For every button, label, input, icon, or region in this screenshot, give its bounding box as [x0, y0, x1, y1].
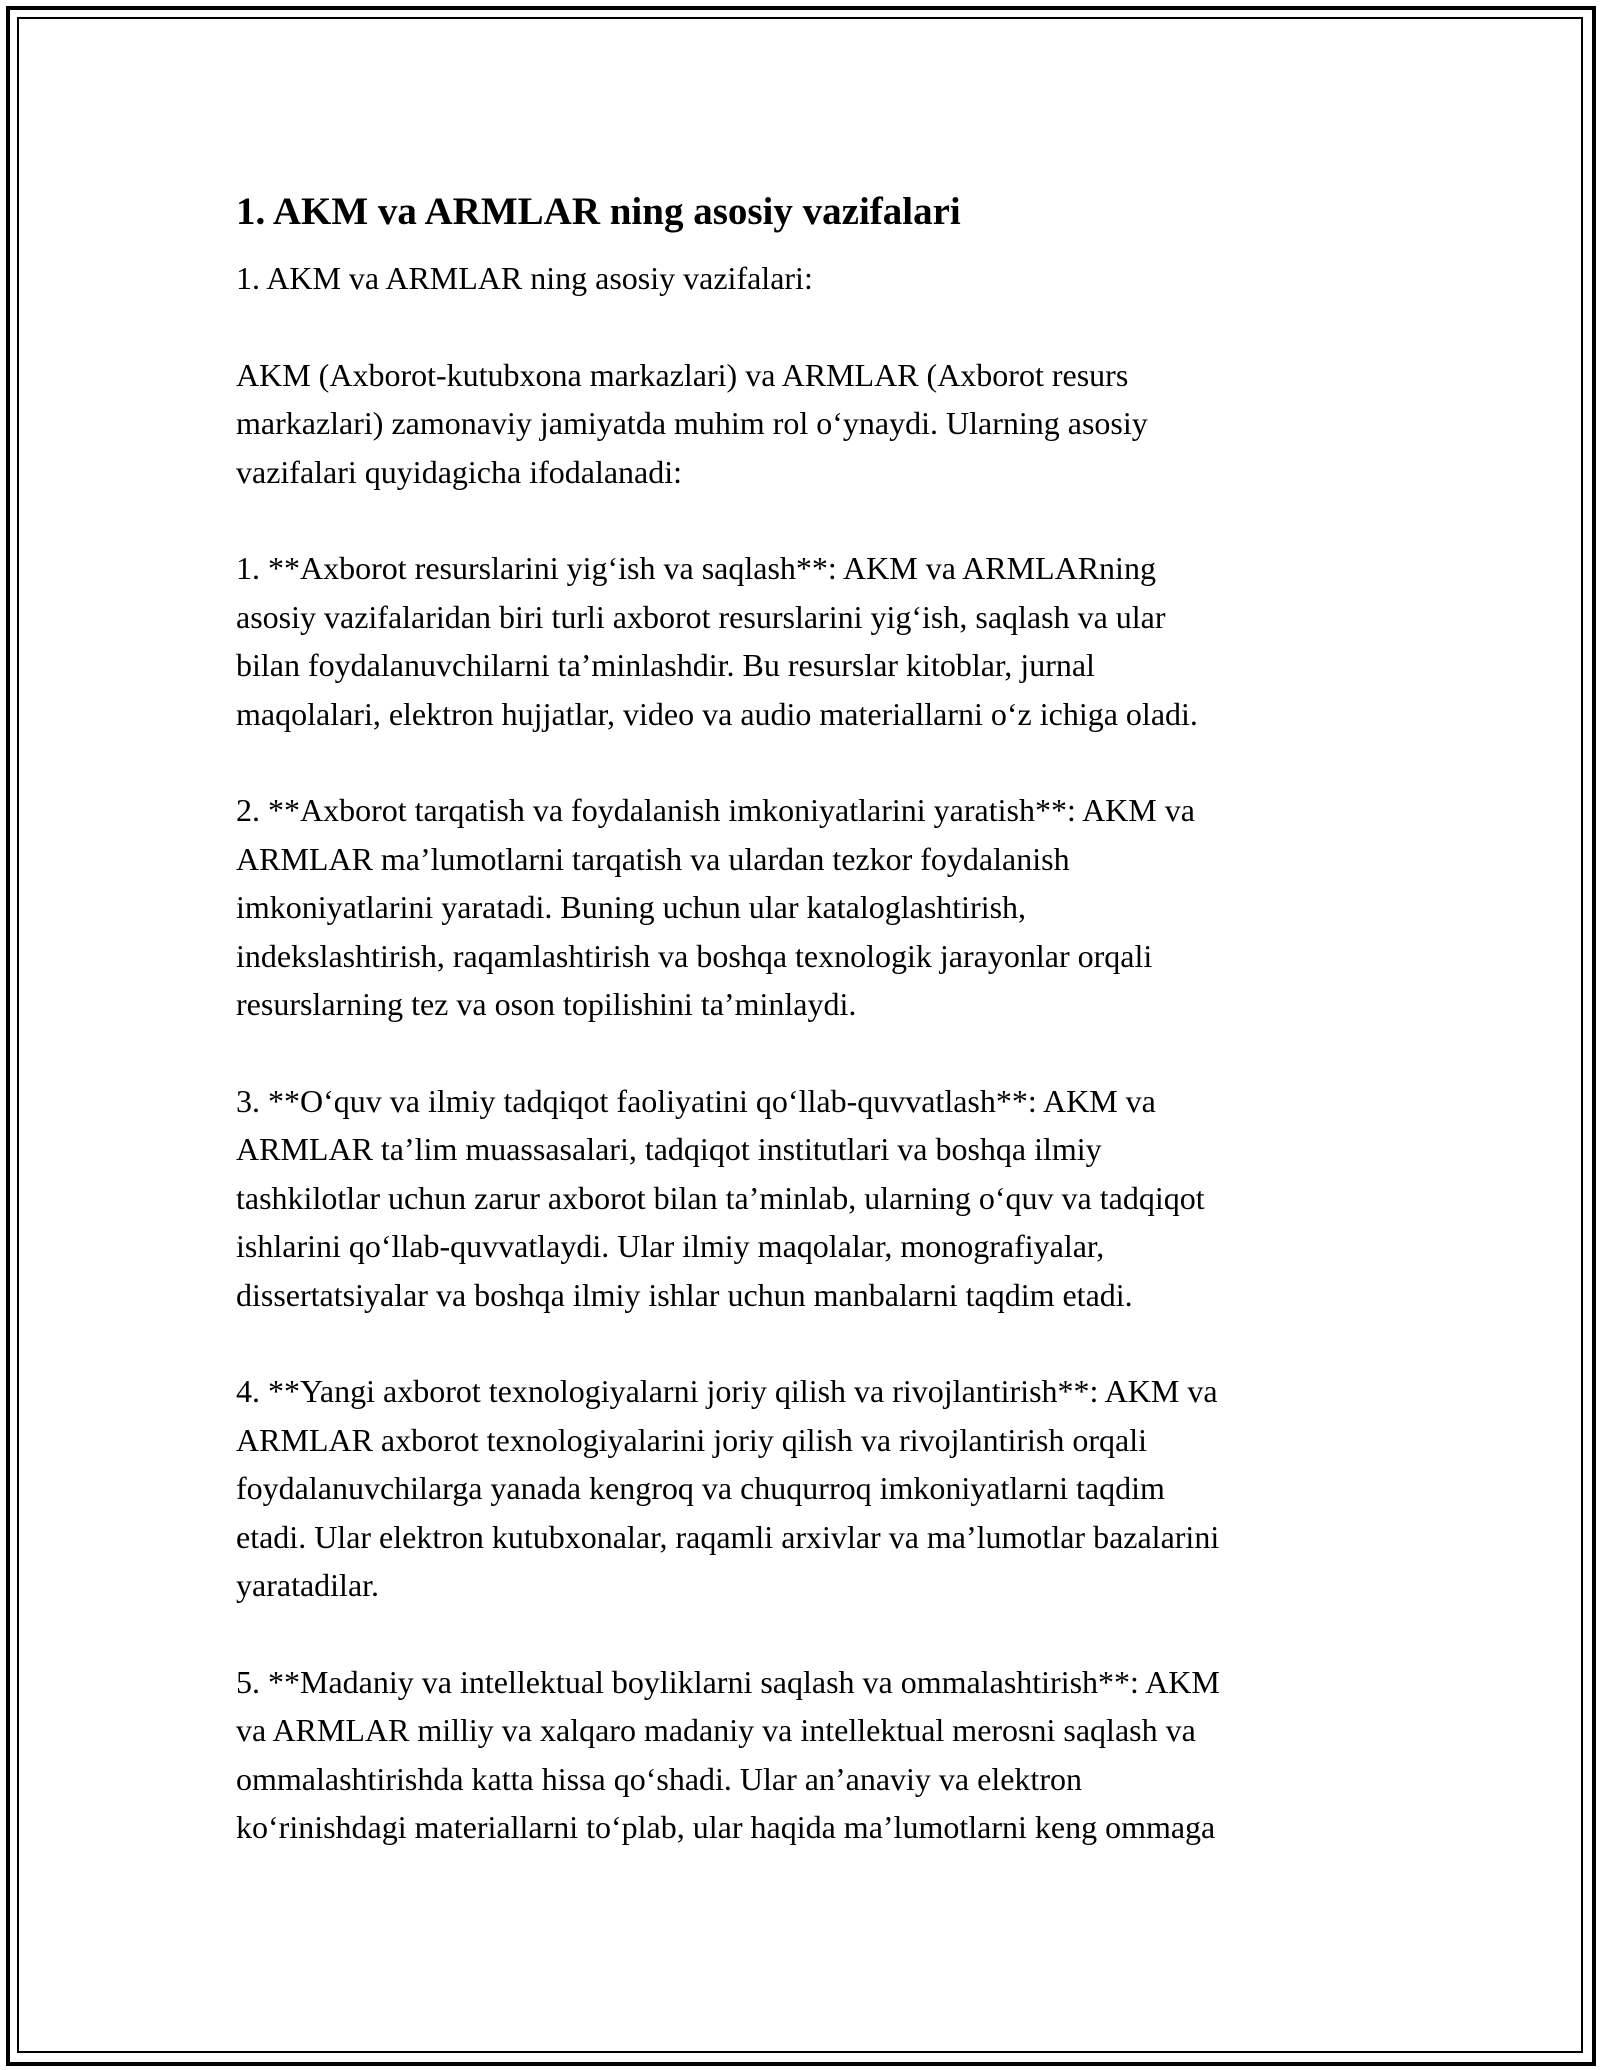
paragraph-item-2: 2. **Axborot tarqatish va foydalanish imkoniyatlarini yaratish**: AKM va ARMLAR ma’lumotlarni tarqatish va ulardan tezkor foydalanish imkoniyatlarini yaratadi. Buning uchun ular kataloglashtirish, indekslashtirish, raqamlashtirish va boshqa texnologik jarayonlar orqali resurslarning tez va oson topilishini ta’minlaydi.	[236, 792, 1195, 1022]
document-title: 1. AKM va ARMLAR ning asosiy vazifalari	[236, 190, 961, 233]
paragraph-item-3: 3. **O‘quv va ilmiy tadqiqot faoliyatini qo‘llab-quvvatlash**: AKM va ARMLAR ta’lim muassasalari, tadqiqot institutlari va boshqa ilmiy tashkilotlar uchun zarur axborot bilan ta’minlab, ularning o‘quv va tadqiqot ishlarini qo‘llab-quvvatlaydi. Ular ilmiy maqolalar, monografiyalar, dissertatsiyalar va boshqa ilmiy ishlar uchun manbalarni taqdim etadi.	[236, 1082, 1205, 1313]
paragraph-item-5: 5. **Madaniy va intellektual boyliklarni saqlash va ommalashtirish**: AKM va ARMLAR milliy va xalqaro madaniy va intellektual merosni saqlash va ommalashtirishda katta hissa qo‘shadi. Ular an’anaviy va elektron ko‘rinishdagi materiallarni to‘plab, ular haqida ma’lumotlarni keng ommaga	[236, 1663, 1220, 1845]
paragraph-intro: AKM (Axborot-kutubxona markazlari) va ARMLAR (Axborot resurs markazlari) zamonaviy jamiyatda muhim rol o‘ynaydi. Ularning asosiy vazifalari quyidagicha ifodalanadi:	[236, 356, 1148, 490]
paragraph-item-4: 4. **Yangi axborot texnologiyalarni joriy qilish va rivojlantirish**: AKM va ARMLAR axborot texnologiyalarini joriy qilish va rivojlantirish orqali foydalanuvchilarga yanada kengroq va chuqurroq imkoniyatlarni taqdim etadi. Ular elektron kutubxonalar, raqamli arxivlar va ma’lumotlar bazalarini yaratadilar.	[236, 1373, 1220, 1603]
document-body	[236, 186, 1376, 1900]
paragraph-heading-repeat: 1. AKM va ARMLAR ning asosiy vazifalari:	[236, 260, 813, 296]
paragraph-item-1: 1. **Axborot resurslarini yig‘ish va saqlash**: AKM va ARMLARning asosiy vazifalaridan biri turli axborot resurslarini yig‘ish, saqlash va ular bilan foydalanuvchilarni ta’minlashdir. Bu resurslar kitoblar, jurnal maqolalari, elektron hujjatlar, video va audio materiallarni o‘z ichiga oladi.	[236, 550, 1198, 732]
